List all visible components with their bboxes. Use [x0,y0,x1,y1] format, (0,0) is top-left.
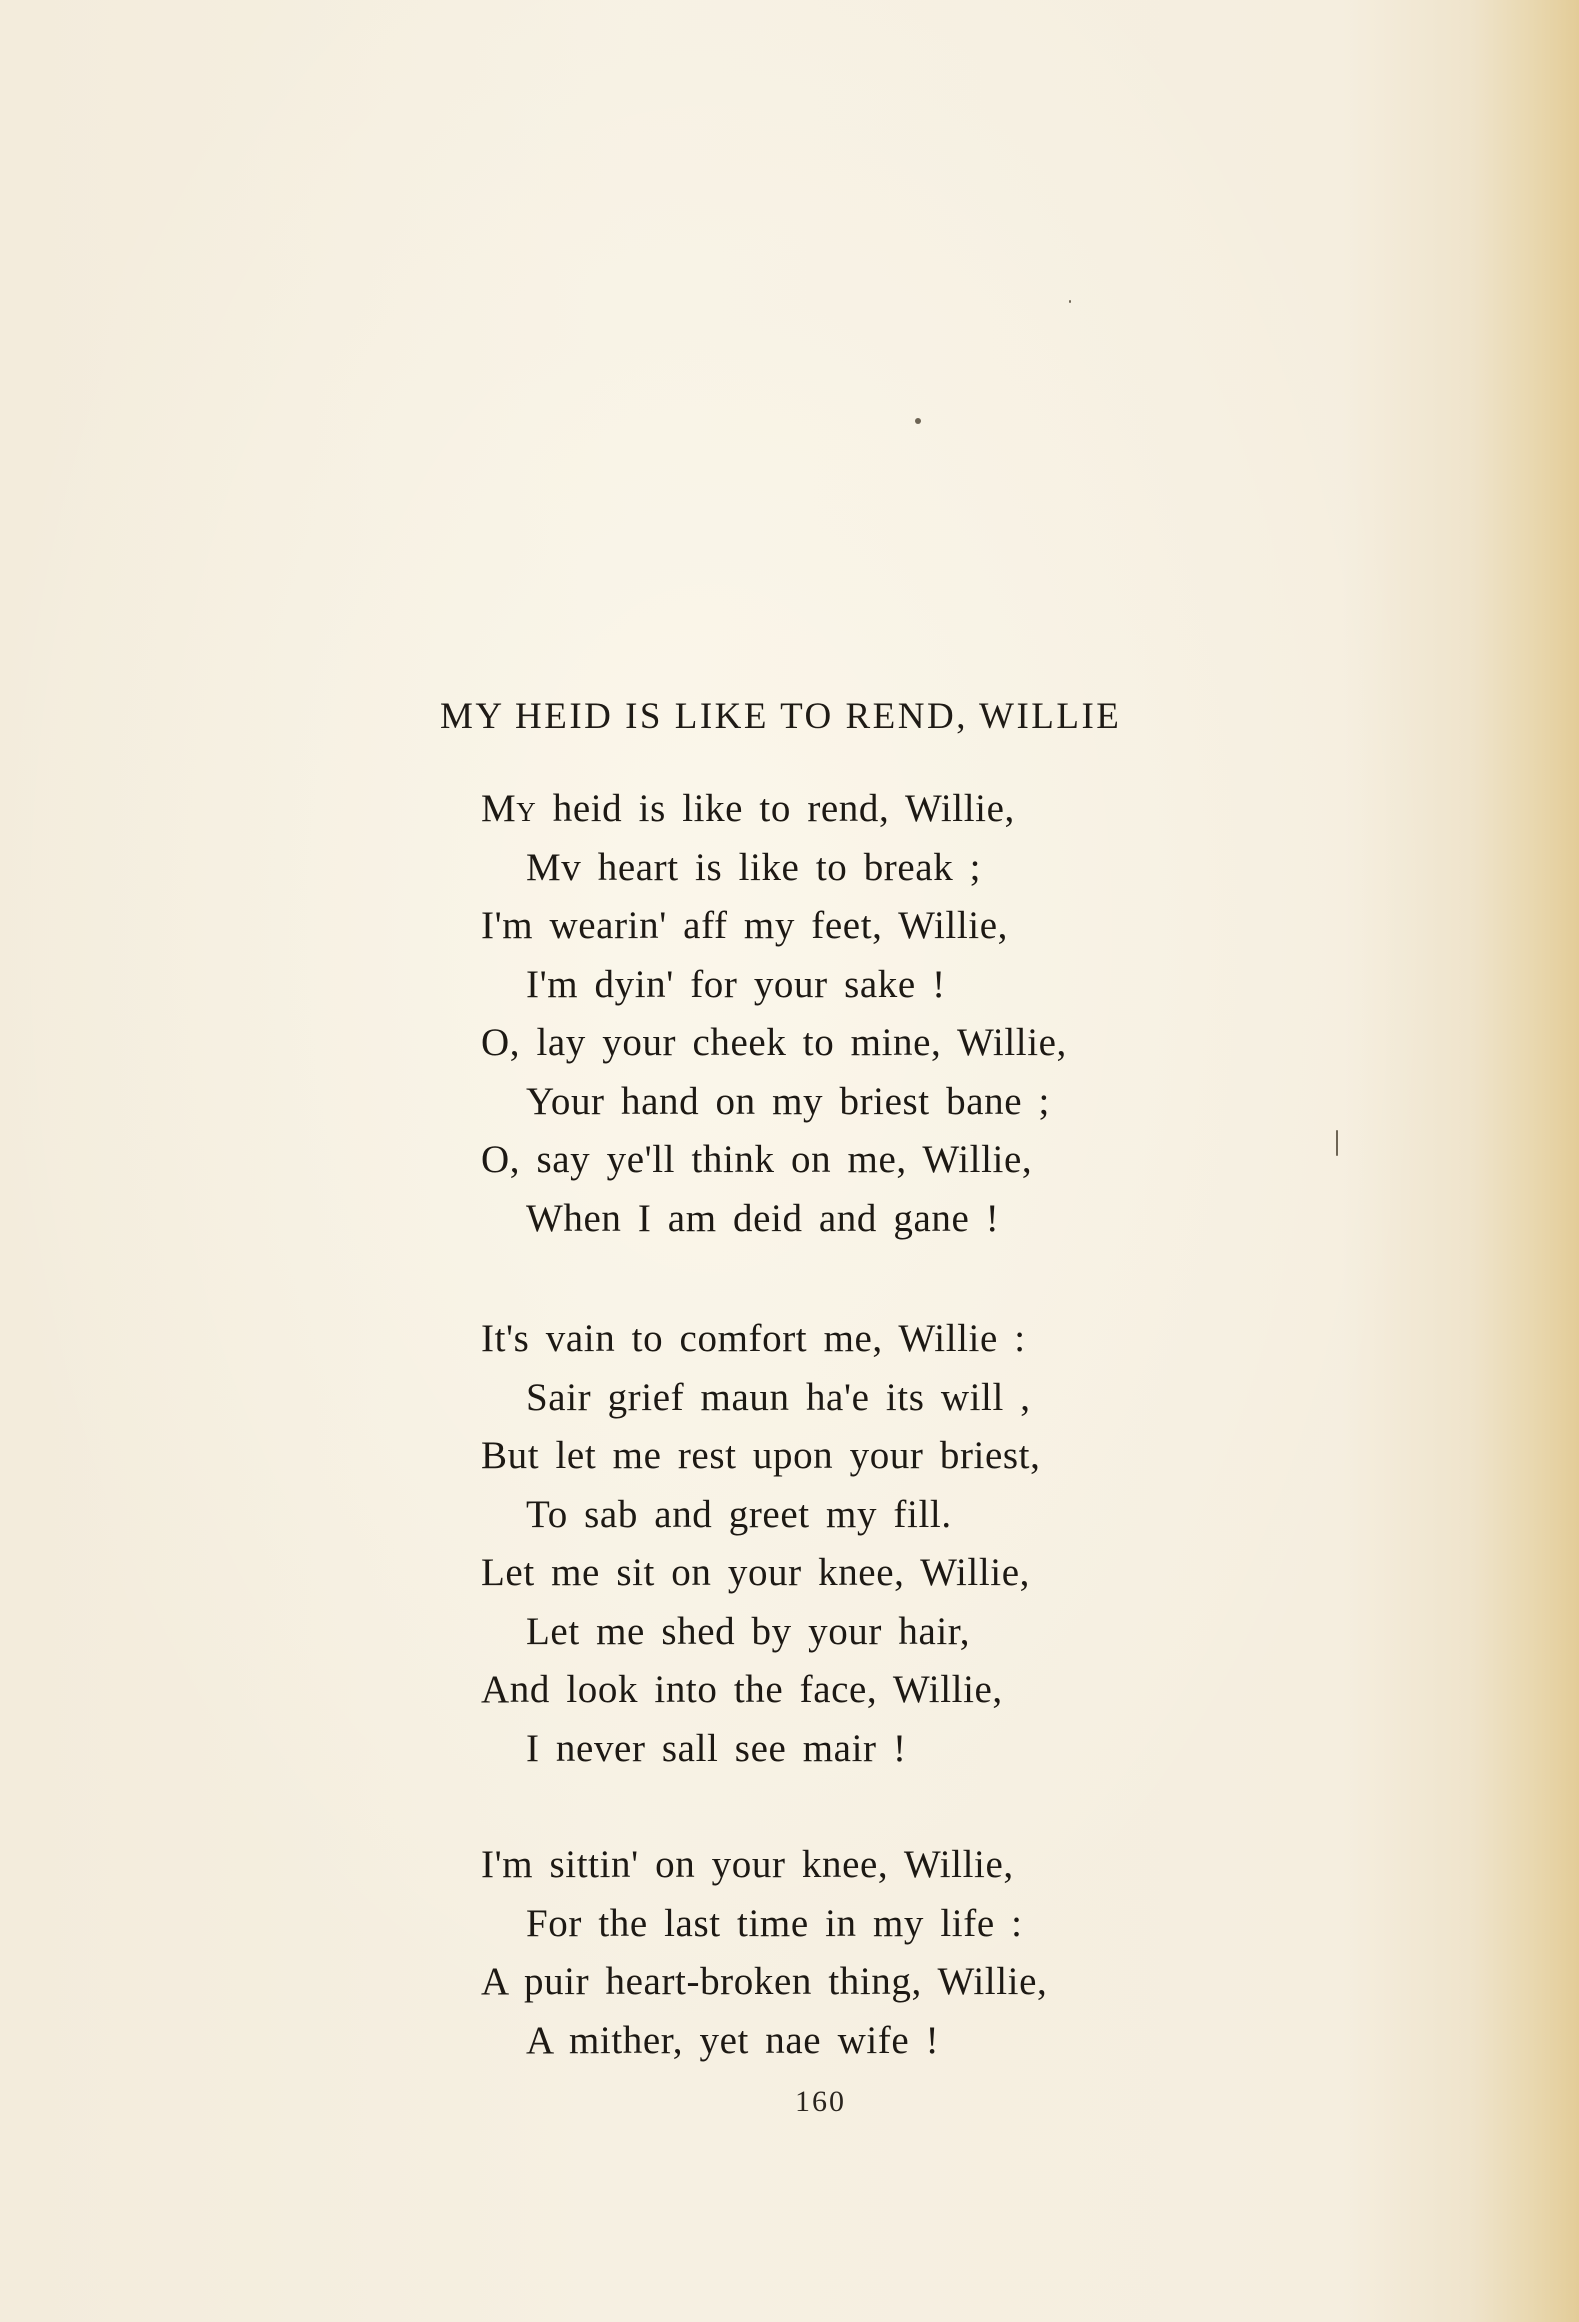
poem-line: Your hand on my briest bane ; [526,1079,1050,1123]
stanza-1 [481,780,1281,1248]
dropcap-word: My [481,787,537,830]
ink-speck [1069,300,1071,303]
poem-line: And look into the face, Willie, [481,1668,1003,1711]
poem-line: Mv heart is like to break ; [526,845,982,889]
poem-line: O, lay your cheek to mine, Willie, [481,1021,1067,1064]
stanza-2 [481,1310,1281,1778]
poem-line: To sab and greet my fill. [526,1492,952,1536]
poem-line: It's vain to comfort me, Willie : [481,1317,1026,1360]
poem-title: MY HEID IS LIKE TO REND, WILLIE [440,696,1122,737]
poem-line: But let me rest upon your briest, [481,1434,1041,1477]
poem-line: When I am deid and gane ! [526,1196,1000,1240]
page-number: 160 [795,2085,846,2118]
poem-line: I'm wearin' aff my feet, Willie, [481,904,1008,947]
poem-line: I never sall see mair ! [526,1726,907,1770]
poem-line: Let me shed by your hair, [526,1609,971,1653]
poem-line: A mither, yet nae wife ! [526,2018,940,2062]
ink-speck [1336,1130,1338,1156]
poem-line: I'm dyin' for your sake ! [526,962,946,1006]
poem-line [481,780,1281,839]
poem-line: I'm sittin' on your knee, Willie, [481,1843,1014,1886]
poem-line: Sair grief maun ha'e its will , [526,1375,1031,1419]
first-line-rest: heid is like to rend, Willie, [536,787,1015,830]
stanza-3 [481,1836,1281,2070]
ink-speck [915,418,921,424]
poem-line: O, say ye'll think on me, Willie, [481,1138,1033,1181]
poem-line: For the last time in my life : [526,1901,1023,1945]
poem-line: Let me sit on your knee, Willie, [481,1551,1030,1594]
poem-line: A puir heart-broken thing, Willie, [481,1960,1048,2003]
